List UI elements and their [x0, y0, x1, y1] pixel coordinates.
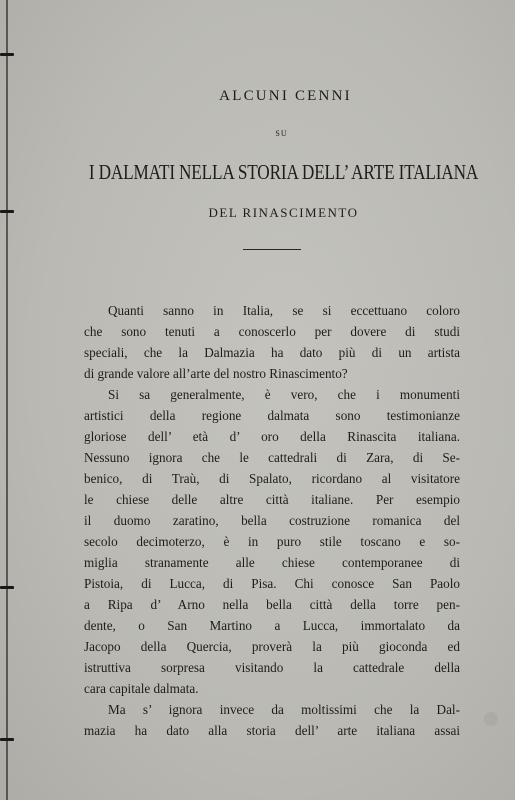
binding-stitch [0, 53, 14, 56]
binding-edge [6, 0, 8, 800]
text-line: di grande valore all’arte del nostro Rinascimento? [84, 366, 348, 381]
text-line: artistici della regione dalmata sono testimonianze [84, 408, 460, 423]
paper-smudge [484, 712, 498, 726]
page-title: I DALMATI NELLA STORIA DELL’ ARTE ITALIANA [88, 160, 479, 184]
binding-stitch [0, 738, 14, 741]
text-line: che sono tenuti a conoscerlo per dovere di studi [84, 324, 460, 339]
text-line: Si sa generalmente, è vero, che i monumenti [108, 387, 460, 402]
text-line: cara capitale dalmata. [84, 681, 199, 696]
text-line: secolo decimoterzo, è in puro stile toscano e so- [84, 534, 460, 549]
text-line: gloriose dell’ età d’ oro della Rinascita italiana. [84, 429, 460, 444]
binding-stitch [0, 210, 14, 213]
text-line: Quanti sanno in Italia, se si eccettuano coloro [108, 303, 460, 318]
title-divider [243, 249, 301, 250]
text-line: le chiese delle altre città italiane. Per esempio [84, 492, 460, 507]
text-line: a Ripa d’ Arno nella bella città della torre pen- [84, 597, 460, 612]
binding-stitch [0, 586, 14, 589]
text-line: il duomo zaratino, bella costruzione romanica del [84, 513, 460, 528]
body-text [84, 300, 460, 741]
heading-su: SU [275, 129, 288, 138]
heading-alcuni-cenni: ALCUNI CENNI [219, 88, 352, 104]
text-line: speciali, che la Dalmazia ha dato più di un artista [84, 345, 460, 360]
text-line: istruttiva sorpresa visitando la cattedrale della [84, 660, 460, 675]
text-line: miglia stranamente alle chiese contemporanee di [84, 555, 460, 570]
text-line: mazia ha dato alla storia dell’ arte italiana assai [84, 723, 460, 738]
text-line: Jacopo della Quercia, proverà la più gioconda ed [84, 639, 460, 654]
text-line: dente, o San Martino a Lucca, immortalato da [84, 618, 460, 633]
text-line: Nessuno ignora che le cattedrali di Zara, di Se- [84, 450, 460, 465]
text-line: Ma s’ ignora invece da moltissimi che la Dal- [108, 702, 460, 717]
text-line: Pistoia, di Lucca, di Pisa. Chi conosce San Paolo [84, 576, 460, 591]
page-subtitle: DEL RINASCIMENTO [208, 205, 359, 220]
text-line: benico, di Traù, di Spalato, ricordano al visitatore [84, 471, 460, 486]
